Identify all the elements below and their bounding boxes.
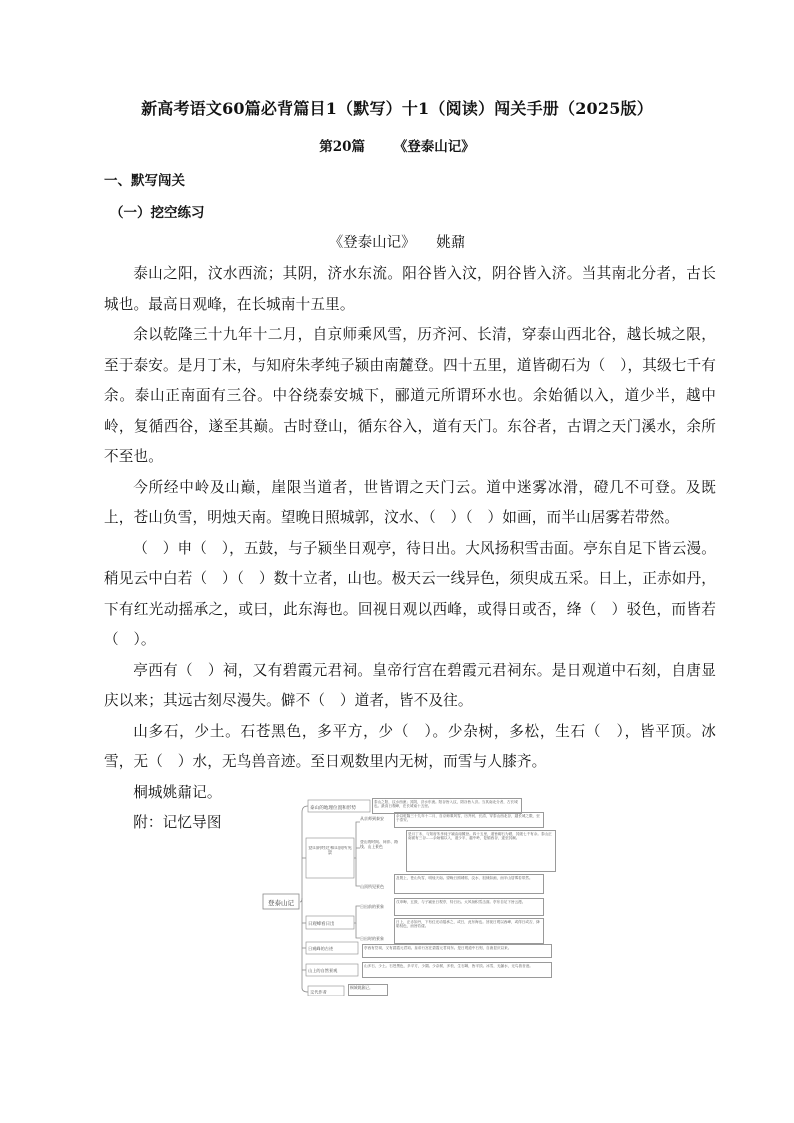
document-title: 新高考语文60篇必背篇目1（默写）十1（阅读）闯关手册（2025版） [141,99,653,118]
paragraph: 泰山之阳，汶水西流；其阴，济水东流。阳谷皆入汶，阴谷皆入济。当其南北分者，古长城也。最高日观峰，在长城南十五里。 [104,265,716,313]
chapter-title: 《登泰山记》 [393,139,475,155]
chapter-number: 第20篇 [319,139,366,155]
mind-map-branch: 日观峰看日出 [308,922,335,927]
mind-map-svg [262,798,562,996]
poem-title: 《登泰山记》 [328,235,416,251]
mind-map-branch: 登山的经过和山顶所见景 [308,846,352,857]
mind-map-note: 及既上，苍山负雪，明烛天南。望晚日照城郭，汶水、徂徕如画，而半山居雾若带然。 [394,874,544,894]
mind-map-sub: 日出前的景象 [360,904,384,909]
poem-body [104,259,716,839]
paragraph: 余以乾隆三十九年十二月，自京师乘风雪，历齐河、长清，穿泰山西北谷，越长城之限，至于泰安。是月丁未，与知府朱孝纯子颍由南麓登。四十五里，道皆砌石为（ ），其级七千有余。泰山正南面有三谷。中谷绕泰安城下，郦道元所谓环水也。余始循以入，道少半，越中岭，复循西谷，遂至其巅。古时登山，循东谷入，道有天门。东谷者，古谓之天门溪水，余所不至也。 [104,326,716,465]
mind-map-sub: 山顶所见景色 [360,884,384,889]
mind-map-sub: 登山的时间、同伴、路线、山上景色 [360,840,398,849]
mind-map-note: 余以乾隆三十九年十二月，自京师乘风雪，历齐河、长清，穿泰山西北谷，越长城之限，至于泰安。 [394,812,544,828]
mind-map-note: 日上，正赤如丹，下有红光动摇承之，或曰，此东海也。回视日观以西峰，或得日或否，绛皓驳色，而皆若偻。 [394,918,544,944]
mind-map-sub: 日出时的景象 [360,936,384,941]
mind-map-root: 登泰山记 [268,899,294,907]
mind-map-note: 亭西有岱祠，又有碧霞元君祠。皇帝行宫在碧霞元君祠东。是日观道中石刻，自唐显庆以来。 [362,944,552,958]
poem-author: 姚鼐 [436,235,466,251]
mind-map-branch: 泰山的地理位置和形势 [310,806,356,811]
paragraph: （ ）申（ ），五鼓，与子颍坐日观亭，待日出。大风扬积雪击面。亭东自足下皆云漫。稍见云中白若（ ）（ ）数十立者，山也。极天云一线异色，须臾成五采。日上，正赤如丹，下有红光动摇承之，或曰，此东海也。回视日观以西峰，或得日或否，绛（ ）驳色，而皆若（ ）。 [104,539,716,648]
paragraph: 亭西有（ ）祠，又有碧霞元君祠。皇帝行宫在碧霞元君祠东。是日观道中石刻，自唐显庆以来；其远古刻尽漫失。僻不（ ）道者，皆不及往。 [104,661,716,709]
mind-map-note: 泰山之阳，汶水西流；其阴，济水东流。阳谷皆入汶，阴谷皆入济。当其南北分者，古长城也。最高日观峰，在长城南十五里。 [372,798,522,814]
mind-map-note: 桐城姚鼐记。 [348,984,388,996]
mind-map-note: 戊申晦，五鼓，与子颍坐日观亭，待日出。大风扬积雪击面。亭东自足下皆云漫。 [394,898,544,916]
paragraph: 今所经中岭及山巅，崖限当道者，世皆谓之天门云。道中迷雾冰滑，磴几不可登。及既上，苍山负雪，明烛天南。望晚日照城郭，汶水、（ ）（ ）如画，而半山居雾若带然。 [104,478,716,526]
mind-map-note: 山多石，少土。石苍黑色，多平方，少圜。少杂树，多松，生石罅，皆平顶。冰雪，无瀑水，无鸟兽音迹。 [362,962,552,978]
chapter-subtitle [0,135,794,155]
mind-map-branch: 日观峰的古迹 [308,946,334,951]
paragraph: 山多石，少土。石苍黑色，多平方，少（ ）。少杂树，多松，生石（ ），皆平顶。冰雪，无（ ）水，无鸟兽音迹。至日观数里内无树，而雪与人膝齐。 [104,722,716,770]
signature-line: 桐城姚鼐记。 [133,783,222,801]
section-heading-fill-blank: （一）挖空练习 [110,205,205,221]
appendix-label: 附：记忆导图 [133,814,222,831]
mind-map-note: 是月丁未，与知府朱孝纯子颍由南麓登。四十五里，道皆砌石为磴，其级七千有余。泰山正南面有三谷……余始循以入，道少半，越中岭，复循西谷，遂至其巅。 [406,830,556,872]
mind-map [262,798,562,996]
mind-map-sub: 从京师到泰安 [360,816,384,821]
poem-heading [0,231,794,252]
section-heading-dictation: 一、默写闯关 [104,173,185,189]
mind-map-branch: 交代作者 [310,989,327,995]
mind-map-branch: 山上的自然景观 [308,968,338,973]
